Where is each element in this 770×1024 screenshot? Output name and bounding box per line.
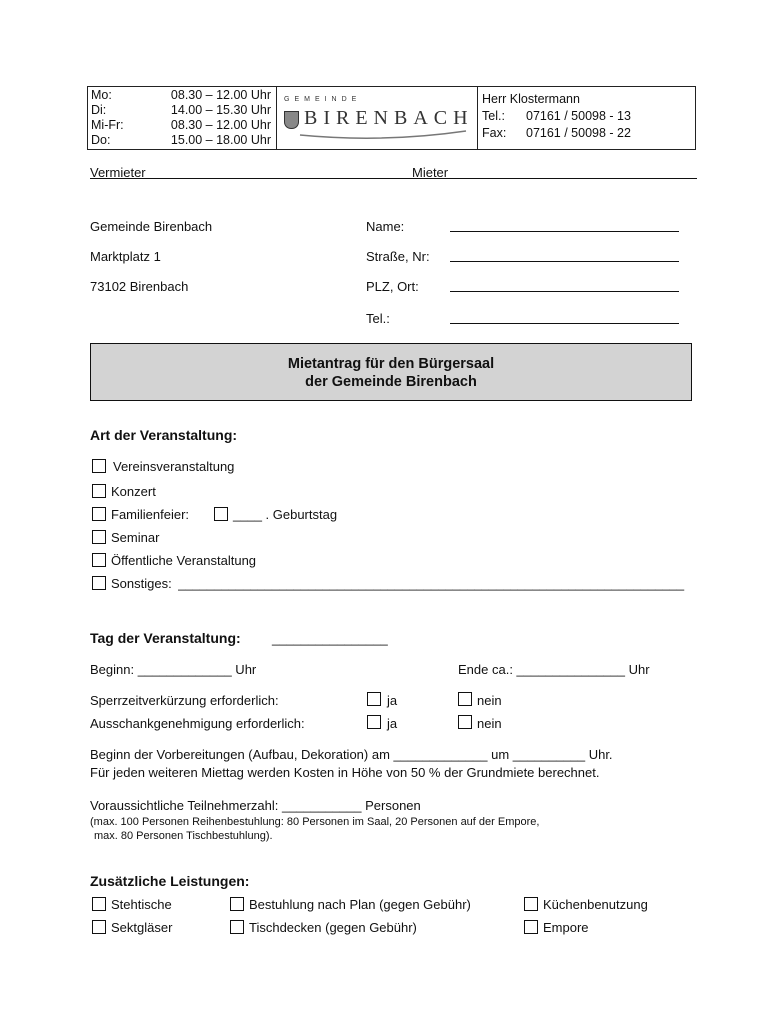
event-type-heading: Art der Veranstaltung: xyxy=(90,427,238,443)
hours-day: Mi-Fr: xyxy=(91,118,124,132)
birthday-label: ____ . Geburtstag xyxy=(233,507,338,522)
tenant-city-label: PLZ, Ort: xyxy=(366,279,419,294)
hours-row xyxy=(91,88,271,103)
checkbox-sperrzeit-nein[interactable] xyxy=(458,692,472,706)
sperrzeit-label: Sperrzeitverkürzung erforderlich: xyxy=(90,693,279,708)
checkbox-seminar[interactable] xyxy=(92,530,106,544)
header-table xyxy=(87,86,696,150)
ausschank-label: Ausschankgenehmigung erforderlich: xyxy=(90,716,305,731)
hours-day: Di: xyxy=(91,103,107,117)
option-label: Sonstiges: xyxy=(111,576,172,591)
service-label: Bestuhlung nach Plan (gegen Gebühr) xyxy=(249,897,471,912)
checkbox-konzert[interactable] xyxy=(92,484,106,498)
checkbox-stehtische[interactable] xyxy=(92,897,106,911)
preparation-field[interactable]: Beginn der Vorbereitungen (Aufbau, Dekoration) am _____________ um __________ Uhr. xyxy=(90,747,613,762)
logo-name: BIRENBACH xyxy=(304,107,474,129)
checkbox-sperrzeit-ja[interactable] xyxy=(367,692,381,706)
tenant-name-field[interactable] xyxy=(450,231,679,232)
title-line-1: Mietantrag für den Bürgersaal xyxy=(287,356,495,372)
crest-icon xyxy=(284,111,299,129)
service-label: Empore xyxy=(543,920,589,935)
capacity-note-2: max. 80 Personen Tischbestuhlung). xyxy=(94,830,273,842)
fax-value: 07161 / 50098 - 22 xyxy=(526,126,631,140)
option-label: Familienfeier: xyxy=(111,507,190,522)
end-field[interactable]: Ende ca.: _______________ Uhr xyxy=(458,662,650,677)
checkbox-sonstiges[interactable] xyxy=(92,576,106,590)
checkbox-kuechenbenutzung[interactable] xyxy=(524,897,538,911)
form-title xyxy=(90,343,692,401)
tenant-street-label: Straße, Nr: xyxy=(366,249,430,264)
contact-name: Herr Klostermann xyxy=(482,92,580,106)
contact-box xyxy=(477,87,696,149)
checkbox-empore[interactable] xyxy=(524,920,538,934)
participants-field[interactable]: Voraussichtliche Teilnehmerzahl: ___________ Personen xyxy=(90,798,421,813)
tel-value: 07161 / 50098 - 13 xyxy=(526,109,631,123)
hours-row xyxy=(91,133,271,148)
tel-label: Tel.: xyxy=(482,109,505,123)
nein-label: nein xyxy=(477,716,502,731)
hours-time: 08.30 – 12.00 Uhr xyxy=(170,88,271,102)
nein-label: nein xyxy=(477,693,502,708)
logo-subtitle: GEMEINDE xyxy=(284,96,362,103)
hours-day: Do: xyxy=(91,133,111,147)
logo-swoosh-icon xyxy=(298,129,468,141)
checkbox-tischdecken[interactable] xyxy=(230,920,244,934)
option-label: Seminar xyxy=(111,530,160,545)
option-label: Öffentliche Veranstaltung xyxy=(111,553,257,568)
begin-field[interactable]: Beginn: _____________ Uhr xyxy=(90,662,257,677)
contact-tel xyxy=(482,108,631,124)
services-heading: Zusätzliche Leistungen: xyxy=(90,873,250,889)
tenant-tel-label: Tel.: xyxy=(366,311,390,326)
landlord-name: Gemeinde Birenbach xyxy=(90,219,213,234)
event-day-field[interactable]: ________________ xyxy=(272,631,388,646)
tenant-city-field[interactable] xyxy=(450,291,679,292)
option-label: Vereinsveranstaltung xyxy=(113,459,235,474)
extra-day-note: Für jeden weiteren Miettag werden Kosten in Höhe von 50 % der Grundmiete berechnet. xyxy=(90,765,600,780)
capacity-note-1: (max. 100 Personen Reihenbestuhlung: 80 Personen im Saal, 20 Personen auf der Empore, xyxy=(90,816,540,828)
checkbox-familienfeier[interactable] xyxy=(92,507,106,521)
vermieter-label: Vermieter xyxy=(90,165,146,180)
tenant-name-label: Name: xyxy=(366,219,405,234)
checkbox-bestuhlung[interactable] xyxy=(230,897,244,911)
checkbox-sektglaeser[interactable] xyxy=(92,920,106,934)
contact-fax xyxy=(482,125,631,141)
option-label: Konzert xyxy=(111,484,156,499)
ja-label: ja xyxy=(387,693,398,708)
mieter-label: Mieter xyxy=(412,165,449,180)
hours-row xyxy=(91,118,271,133)
service-label: Küchenbenutzung xyxy=(543,897,648,912)
service-label: Stehtische xyxy=(111,897,172,912)
service-label: Tischdecken (gegen Gebühr) xyxy=(249,920,417,935)
title-line-2: der Gemeinde Birenbach xyxy=(305,374,477,390)
landlord-city: 73102 Birenbach xyxy=(90,279,189,294)
sonstiges-field[interactable]: ______________________________________________________________________ xyxy=(178,576,685,591)
party-underline xyxy=(90,178,697,179)
checkbox-vereinsveranstaltung[interactable] xyxy=(92,459,106,473)
landlord-street: Marktplatz 1 xyxy=(90,249,161,264)
opening-hours xyxy=(88,87,277,149)
tenant-street-field[interactable] xyxy=(450,261,679,262)
hours-row xyxy=(91,103,271,118)
ja-label: ja xyxy=(387,716,398,731)
tenant-tel-field[interactable] xyxy=(450,323,679,324)
event-day-heading: Tag der Veranstaltung: xyxy=(90,630,241,646)
checkbox-ausschank-ja[interactable] xyxy=(367,715,381,729)
birenbach-logo xyxy=(278,93,475,145)
hours-day: Mo: xyxy=(91,88,112,102)
checkbox-geburtstag[interactable] xyxy=(214,507,228,521)
service-label: Sektgläser xyxy=(111,920,173,935)
hours-time: 14.00 – 15.30 Uhr xyxy=(170,103,271,117)
checkbox-ausschank-nein[interactable] xyxy=(458,715,472,729)
hours-time: 08.30 – 12.00 Uhr xyxy=(170,118,271,132)
fax-label: Fax: xyxy=(482,126,507,140)
checkbox-oeffentlich[interactable] xyxy=(92,553,106,567)
hours-time: 15.00 – 18.00 Uhr xyxy=(170,133,271,147)
